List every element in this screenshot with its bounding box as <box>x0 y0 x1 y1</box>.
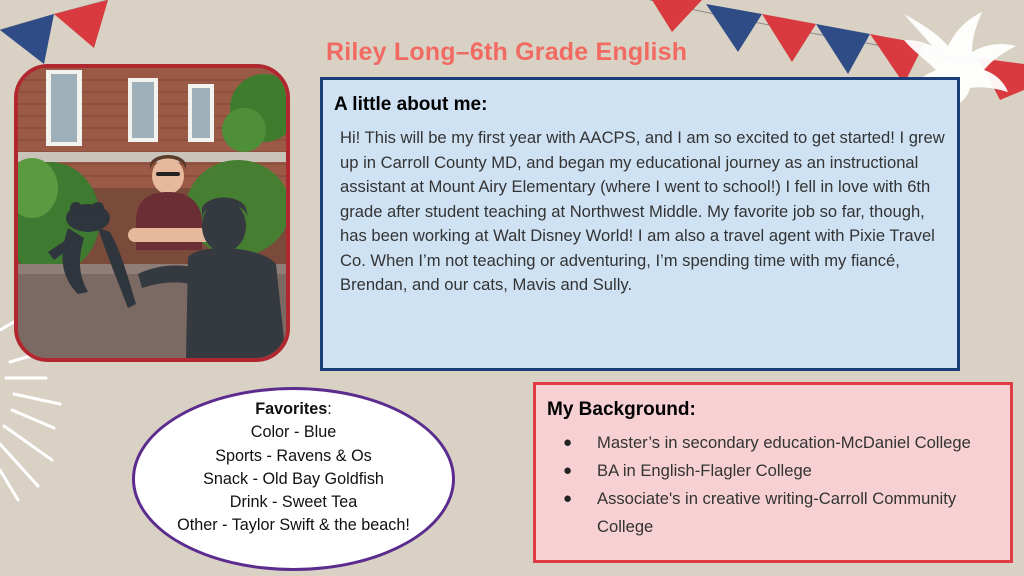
favorites-heading: Favorites <box>255 400 328 418</box>
photo-illustration <box>18 68 286 358</box>
bunting-left <box>0 0 108 64</box>
background-panel <box>533 382 1013 563</box>
favorite-drink: Drink - Sweet Tea <box>229 493 358 512</box>
favorites-heading-line <box>171 398 416 421</box>
list-item-text: Master’s in secondary education-McDaniel College <box>597 433 971 452</box>
list-item <box>536 485 1010 541</box>
bullet-icon: ● <box>563 434 573 451</box>
list-item <box>536 429 1010 457</box>
bullet-icon: ● <box>563 490 573 507</box>
favorites-oval <box>132 387 455 571</box>
list-item <box>536 457 1010 485</box>
favorite-color: Color - Blue <box>250 423 337 442</box>
pennant-blue <box>0 14 54 64</box>
pennant-red <box>762 14 816 62</box>
about-text: Hi! This will be my first year with AACPS, and I am so excited to get started! I grew up in Carroll County MD, and began my educational journey as an instructional assistant at Mount Airy Elementary (where I went to school!) I fell in love with 6th grade after student teaching at Northwest Middle. My favorite job so far, though, has been working at Walt Disney World! I am also a travel agent with Pixie Travel Co. When I’m not teaching or adventuring, I’m spending time with my fiancé, Brendan, and our cats, Mavis and Sully. <box>340 128 945 294</box>
list-item-text: Associate's in creative writing-Carroll Community College <box>597 489 957 536</box>
background-heading: My Background: <box>547 399 696 420</box>
favorites-content <box>135 398 452 538</box>
favorite-other: Other - Taylor Swift & the beach! <box>177 516 410 535</box>
pennant-red <box>54 0 108 48</box>
background-list <box>536 429 1010 541</box>
pennant-red <box>652 0 702 32</box>
favorite-snack: Snack - Old Bay Goldfish <box>203 469 384 488</box>
about-heading: A little about me: <box>334 94 488 115</box>
page-title: Riley Long–6th Grade English <box>326 38 688 66</box>
about-panel <box>320 77 960 371</box>
pennant-blue <box>706 4 762 52</box>
list-item-text: BA in English-Flagler College <box>597 461 812 480</box>
bullet-icon: ● <box>563 462 573 479</box>
favorites-colon: : <box>327 400 332 418</box>
favorite-sports: Sports - Ravens & Os <box>215 446 372 465</box>
teacher-photo <box>14 64 290 362</box>
pennant-blue <box>816 24 870 74</box>
